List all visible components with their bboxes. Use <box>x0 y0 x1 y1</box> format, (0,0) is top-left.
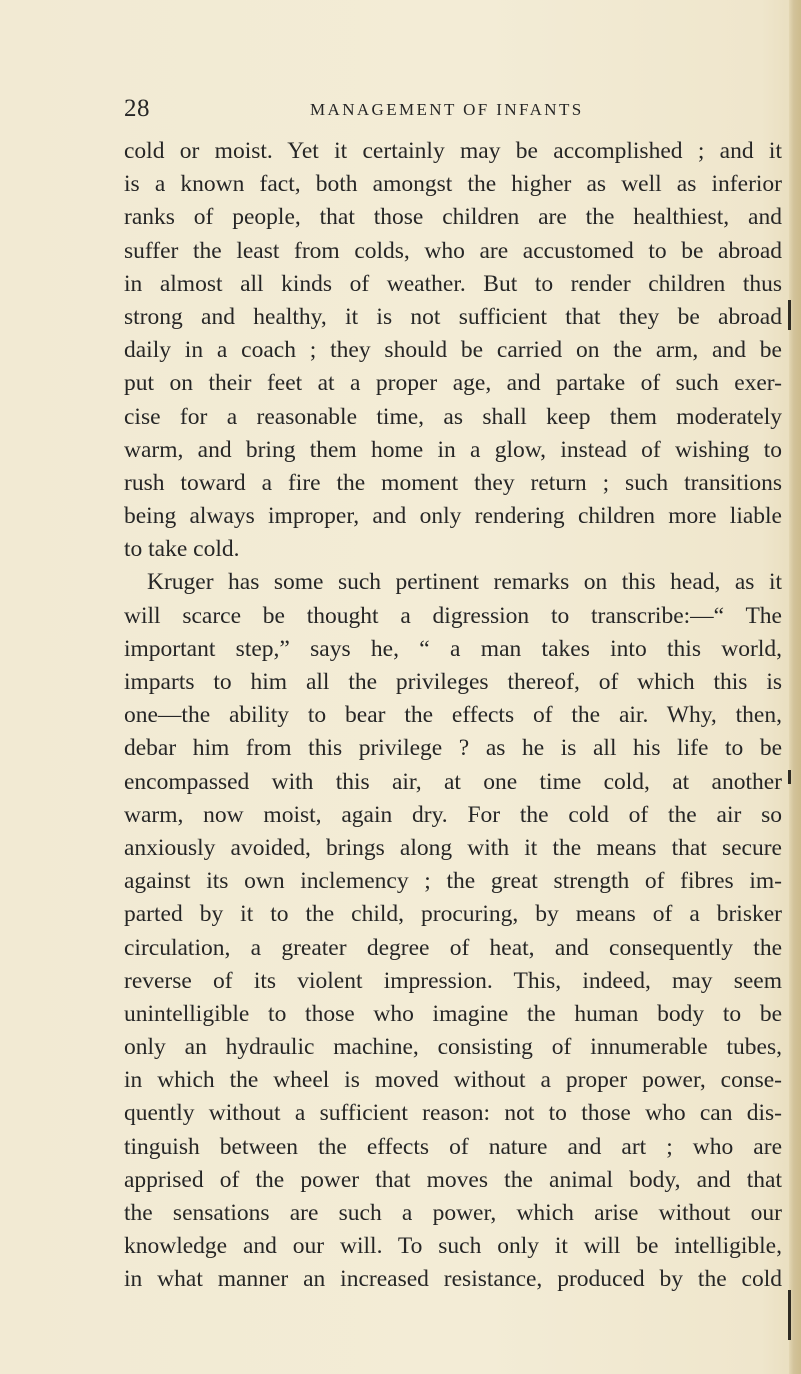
text-line: imparts to him all the privileges thereof, of which this is <box>124 669 782 695</box>
text-line: the sensations are such a power, which arise without our <box>124 1200 782 1226</box>
text-line: in what manner an increased resistance, produced by the cold <box>124 1266 782 1293</box>
text-line: will scarce be thought a digression to transcribe:—“ The <box>124 602 782 629</box>
text-line: apprised of the power that moves the animal body, and that <box>124 1166 782 1193</box>
text-line: parted by it to the child, procuring, by means of a brisker <box>124 901 782 928</box>
text-line: suffer the least from colds, who are accustomed to be abroad <box>124 237 782 264</box>
text-line: cise for a reasonable time, as shall keep them moderately <box>124 403 782 430</box>
text-line: daily in a coach ; they should be carried on the arm, and be <box>124 337 782 364</box>
text-line: rush toward a fire the moment they return ; such transitions <box>124 469 782 496</box>
text-line: one—the ability to bear the effects of the air. Why, then, <box>124 702 782 729</box>
text-line: reverse of its violent impression. This, indeed, may seem <box>124 967 782 994</box>
text-line: circulation, a greater degree of heat, and consequently the <box>124 934 782 961</box>
text-line: debar him from this privilege ? as he is all his life to be <box>124 735 782 762</box>
text-line: cold or moist. Yet it certainly may be accomplished ; and it <box>124 138 782 164</box>
text-line: important step,” says he, “ a man takes into this world, <box>124 635 782 662</box>
page-number: 28 <box>124 95 150 122</box>
text-line: unintelligible to those who imagine the human body to be <box>124 1000 782 1027</box>
paragraph-end-line: to take cold. <box>124 536 240 563</box>
text-line: being always improper, and only rendering children more liable <box>124 503 782 530</box>
text-line: only an hydraulic machine, consisting of innumerable tubes, <box>124 1034 782 1061</box>
text-line: encompassed with this air, at one time cold, at another <box>124 768 782 795</box>
running-title: MANAGEMENT OF INFANTS <box>310 100 584 119</box>
edge-mark <box>788 770 791 784</box>
text-line: knowledge and our will. To such only it will be intelligible, <box>124 1233 782 1260</box>
text-line: in which the wheel is moved without a proper power, conse- <box>124 1067 782 1094</box>
page-header <box>124 94 782 124</box>
text-line: strong and healthy, it is not sufficient that they be abroad <box>124 303 782 330</box>
page-edge <box>789 0 801 1374</box>
edge-mark <box>788 300 791 330</box>
text-line: tinguish between the effects of nature and art ; who are <box>124 1133 782 1160</box>
edge-mark <box>788 1290 791 1340</box>
text-line: ranks of people, that those children are the healthiest, and <box>124 204 782 231</box>
text-line: quently without a sufficient reason: not to those who can dis- <box>124 1100 782 1127</box>
paragraph-start-line: Kruger has some such pertinent remarks on this head, as it <box>147 569 782 596</box>
text-line: against its own inclemency ; the great strength of fibres im- <box>124 868 782 895</box>
body-text <box>124 135 782 1297</box>
text-line: warm, now moist, again dry. For the cold of the air so <box>124 801 782 828</box>
text-line: anxiously avoided, brings along with it the means that secure <box>124 834 782 861</box>
text-line: in almost all kinds of weather. But to render children thus <box>124 270 782 297</box>
text-line: warm, and bring them home in a glow, instead of wishing to <box>124 436 782 463</box>
text-line: put on their feet at a proper age, and partake of such exer- <box>124 370 782 397</box>
text-line: is a known fact, both amongst the higher as well as inferior <box>124 171 782 198</box>
